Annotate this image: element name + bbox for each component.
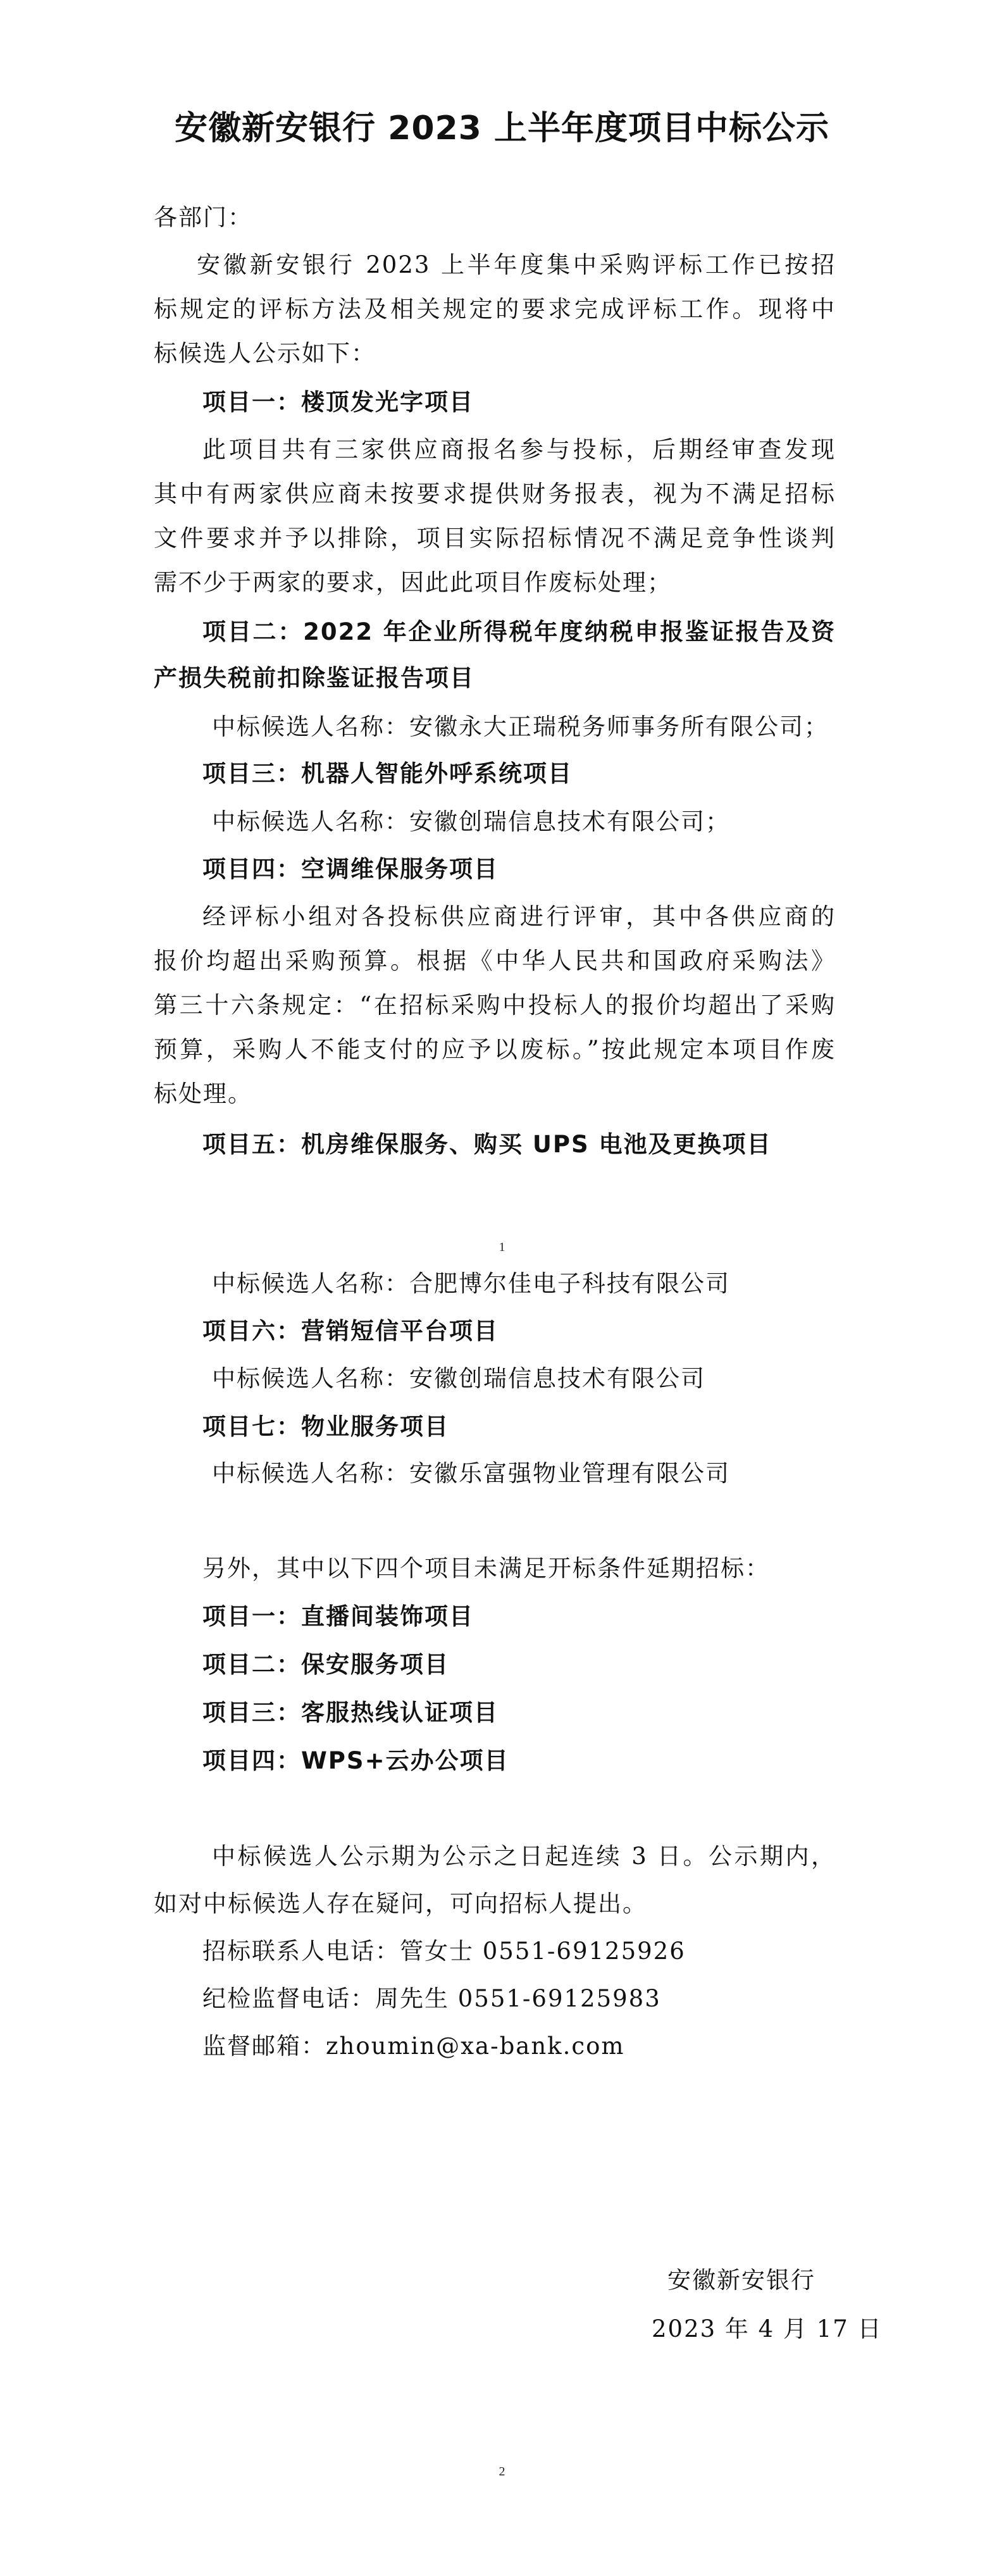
project1-body-line: 其中有两家供应商未按要求提供财务报表，视为不满足招标 bbox=[154, 480, 836, 507]
delayed-project: 项目四：WPS+云办公项目 bbox=[202, 1747, 509, 1774]
signature: 安徽新安银行 bbox=[667, 2267, 815, 2294]
project1-body-line: 文件要求并予以排除，项目实际招标情况不满足竞争性谈判 bbox=[154, 525, 836, 552]
project5-heading: 项目五：机房维保服务、购买 UPS 电池及更换项目 bbox=[202, 1131, 772, 1158]
project4-body-line: 预算，采购人不能支付的应予以废标。”按此规定本项目作废 bbox=[154, 1036, 836, 1063]
project7-winner: 中标候选人名称：安徽乐富强物业管理有限公司 bbox=[212, 1460, 730, 1487]
signature-date: 2023 年 4 月 17 日 bbox=[652, 2315, 883, 2343]
project7-heading: 项目七：物业服务项目 bbox=[202, 1413, 449, 1440]
project2-heading: 项目二：2022 年企业所得税年度纳税申报鉴证报告及资 bbox=[202, 618, 836, 645]
project3-heading: 项目三：机器人智能外呼系统项目 bbox=[202, 760, 573, 787]
notice-line: 如对中标候选人存在疑问，可向招标人提出。 bbox=[154, 1890, 647, 1917]
supervision-phone: 纪检监督电话：周先生 0551-69125983 bbox=[202, 1985, 661, 2012]
intro-line: 标候选人公示如下： bbox=[154, 340, 376, 367]
project1-body-line: 需不少于两家的要求，因此此项目作废标处理； bbox=[154, 569, 672, 596]
page-title: 安徽新安银行 2023 上半年度项目中标公示 bbox=[175, 109, 829, 147]
project1-body-line: 此项目共有三家供应商报名参与投标，后期经审查发现 bbox=[202, 436, 836, 463]
project2-winner: 中标候选人名称：安徽永大正瑞税务师事务所有限公司； bbox=[212, 713, 829, 740]
project5-winner: 中标候选人名称：合肥博尔佳电子科技有限公司 bbox=[212, 1270, 730, 1297]
page-number: 2 bbox=[499, 2465, 505, 2479]
delayed-project: 项目二：保安服务项目 bbox=[202, 1651, 449, 1678]
notice-line: 中标候选人公示期为公示之日起连续 3 日。公示期内， bbox=[212, 1843, 836, 1870]
project4-body-line: 经评标小组对各投标供应商进行评审，其中各供应商的 bbox=[202, 903, 836, 930]
intro-line: 标规定的评标方法及相关规定的要求完成评标工作。现将中 bbox=[154, 296, 836, 323]
page-number: 1 bbox=[499, 1240, 505, 1254]
salutation: 各部门： bbox=[154, 204, 252, 231]
supervision-email: 监督邮箱：zhoumin@xa-bank.com bbox=[202, 2032, 625, 2060]
project2-heading-cont: 产损失税前扣除鉴证报告项目 bbox=[154, 664, 474, 692]
project6-heading: 项目六：营销短信平台项目 bbox=[202, 1317, 499, 1345]
project4-body-line: 第三十六条规定：“在招标采购中投标人的报价均超出了采购 bbox=[154, 992, 836, 1019]
delayed-project: 项目三：客服热线认证项目 bbox=[202, 1699, 499, 1726]
project6-winner: 中标候选人名称：安徽创瑞信息技术有限公司 bbox=[212, 1365, 705, 1392]
project4-body-line: 报价均超出采购预算。根据《中华人民共和国政府采购法》 bbox=[154, 947, 836, 974]
project4-body-line: 标处理。 bbox=[154, 1080, 252, 1107]
project4-heading: 项目四：空调维保服务项目 bbox=[202, 856, 499, 883]
delayed-intro: 另外，其中以下四个项目未满足开标条件延期招标： bbox=[202, 1555, 770, 1582]
delayed-project: 项目一：直播间装饰项目 bbox=[202, 1603, 474, 1630]
intro-line: 安徽新安银行 2023 上半年度集中采购评标工作已按招 bbox=[197, 251, 836, 278]
contact-phone: 招标联系人电话：管女士 0551-69125926 bbox=[202, 1938, 686, 1965]
project3-winner: 中标候选人名称：安徽创瑞信息技术有限公司； bbox=[212, 808, 730, 835]
project1-heading: 项目一：楼顶发光字项目 bbox=[202, 389, 474, 416]
